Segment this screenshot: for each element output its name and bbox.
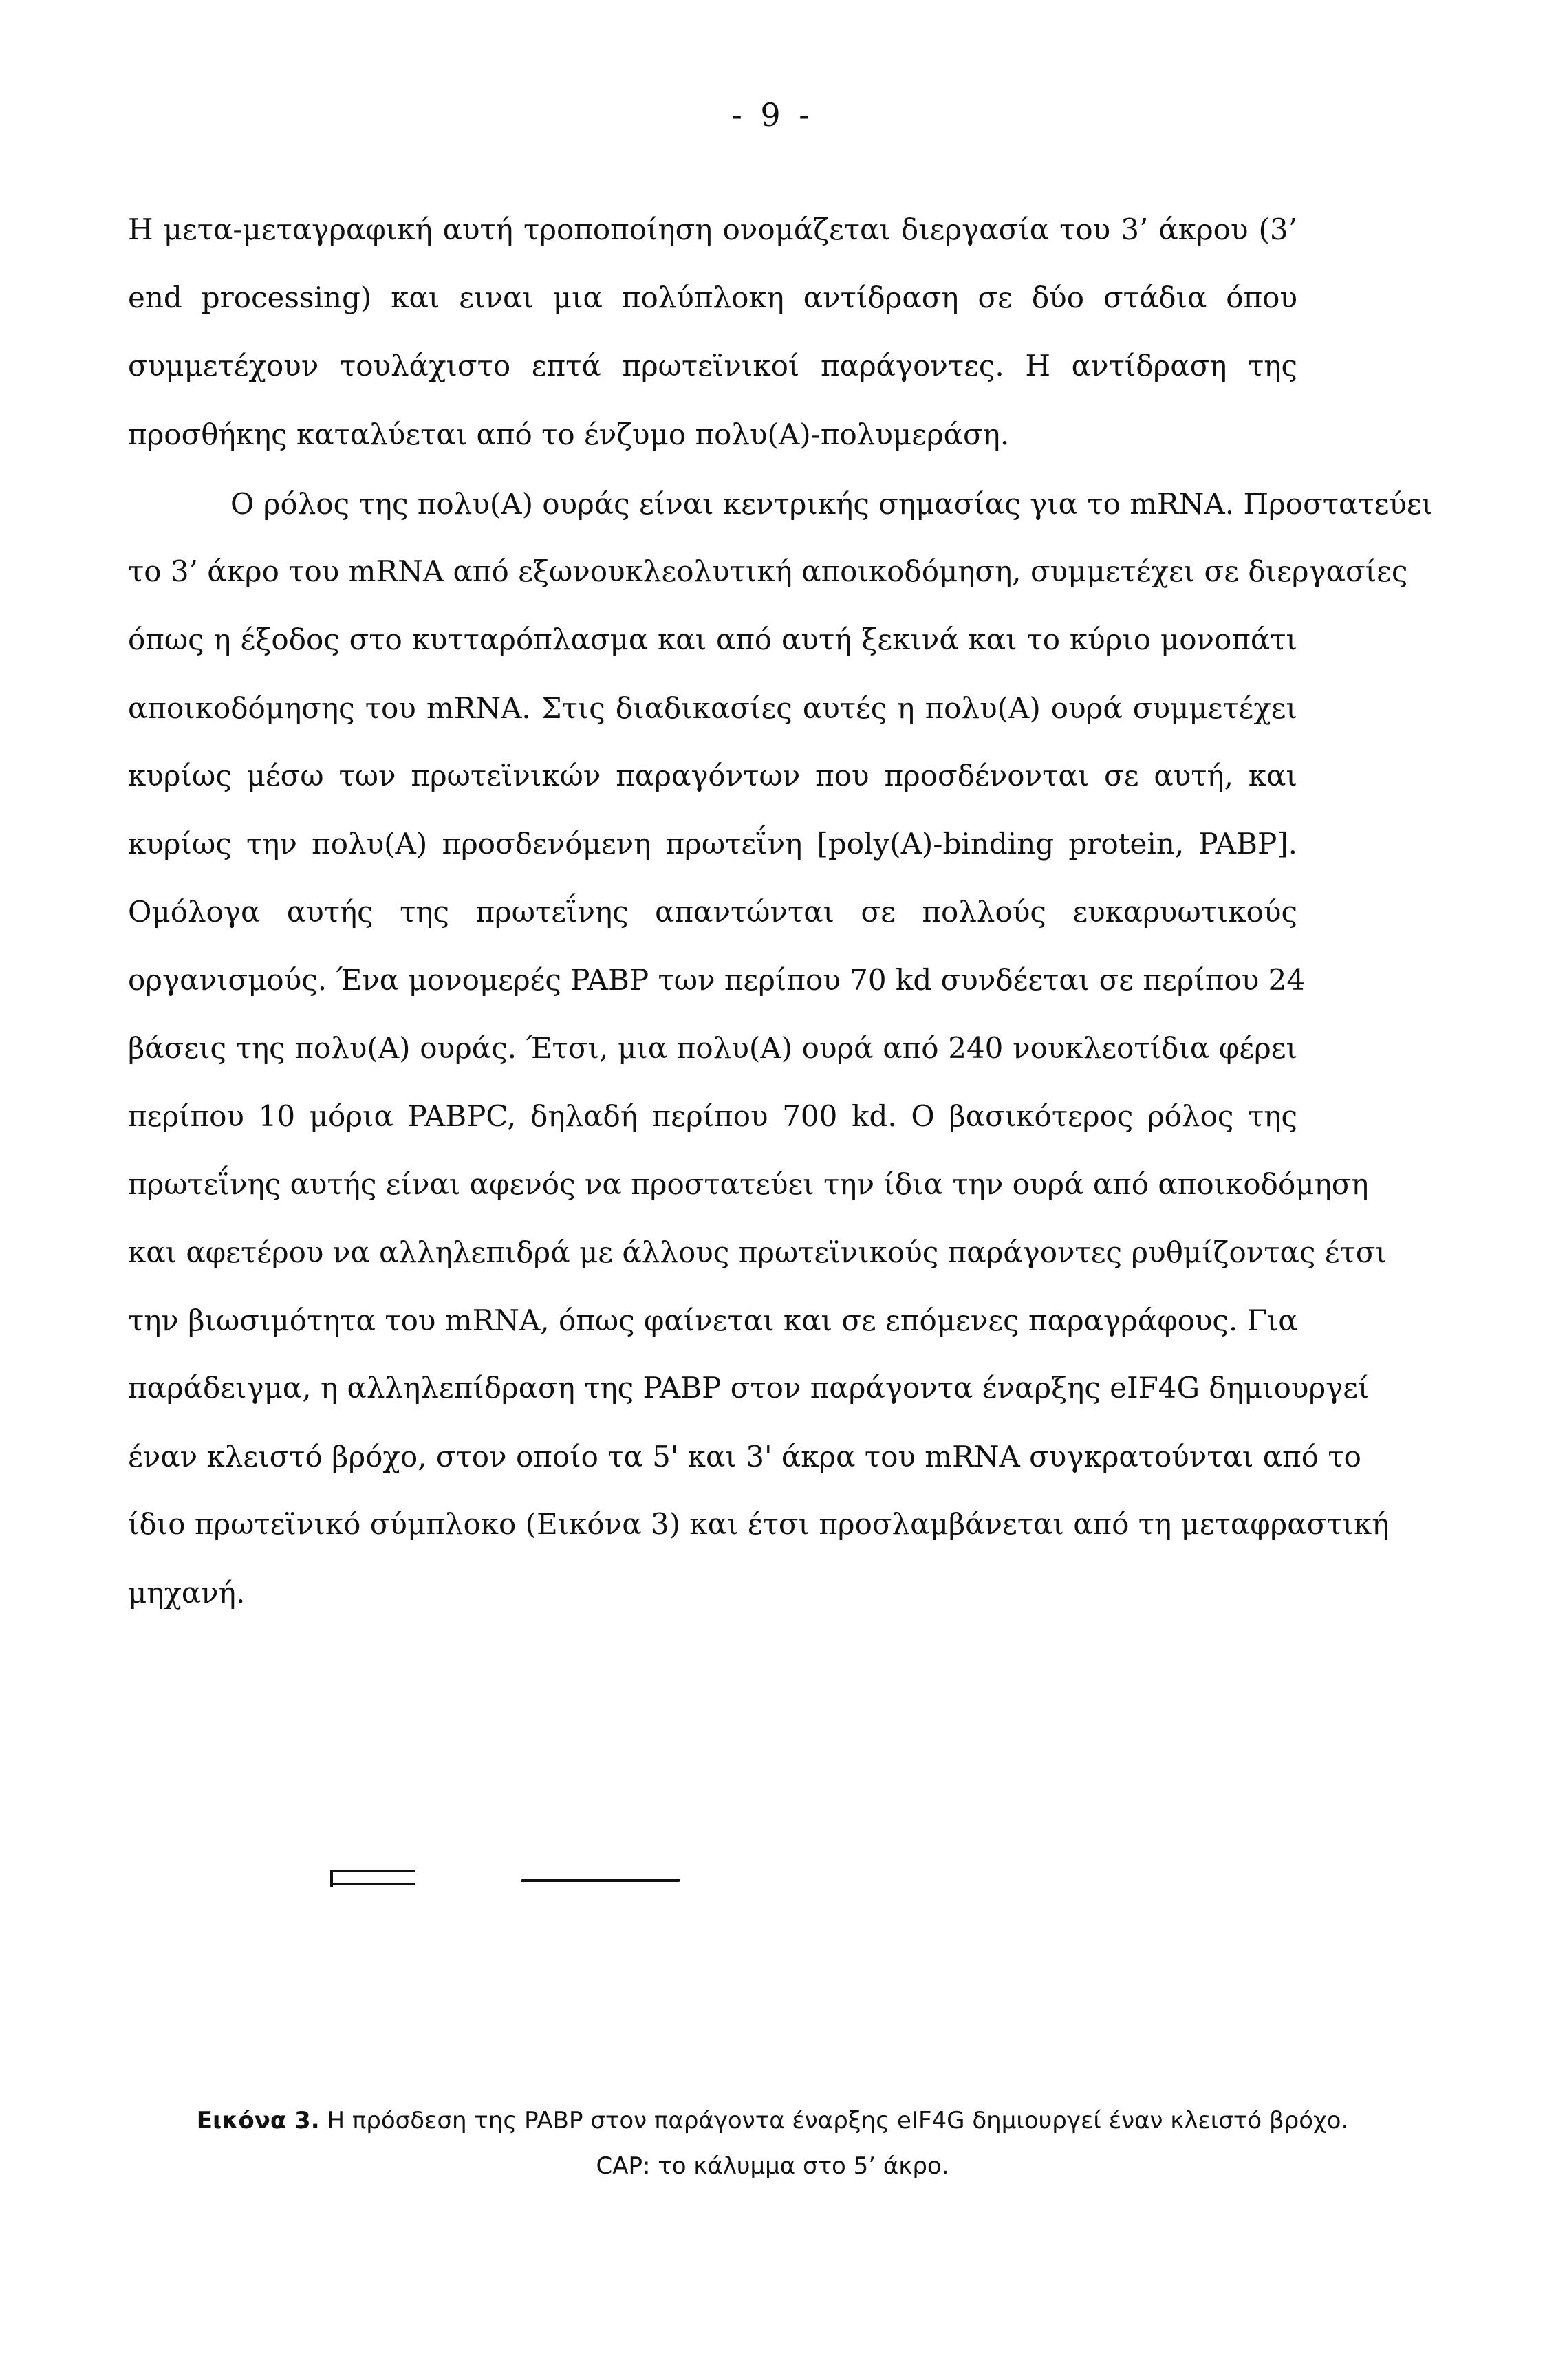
- figure-caption-line-2: CAP: το κάλυμμα στο 5’ άκρο.: [596, 2152, 949, 2180]
- paragraph-line: κυρίως μέσω των πρωτεϊνικών παραγόντων που προσδένονται σε αυτή, και: [128, 759, 1297, 792]
- paragraph-line: μηχανή.: [128, 1576, 246, 1610]
- figure-line: [330, 1870, 333, 1887]
- paragraph-line: Η μετα-μεταγραφική αυτή τροποποίηση ονομάζεται διεργασία του 3’ άκρου (3’: [128, 213, 1297, 246]
- paragraph-line: πρωτεΐνης αυτής είναι αφενός να προστατεύει την ίδια την ουρά από αποικοδόμηση: [128, 1167, 1369, 1201]
- figure-area: [128, 1637, 1297, 2077]
- paragraph-line: κυρίως την πολυ(Α) προσδενόμενη πρωτεΐνη [poly(A)-binding protein, PABP].: [128, 827, 1297, 861]
- figure-caption-label: Εικόνα 3.: [196, 2107, 320, 2134]
- paragraph-line: Ομόλογα αυτής της πρωτεΐνης απαντώνται σε πολλούς ευκαρυωτικούς: [128, 895, 1297, 929]
- paragraph-line: βάσεις της πολυ(Α) ουράς. Έτσι, μια πολυ(Α) ουρά από 240 νουκλεοτίδια φέρει: [128, 1031, 1297, 1065]
- paragraph-line: έναν κλειστό βρόχο, στον οποίο τα 5' και 3' άκρα του mRNA συγκρατούνται από το: [128, 1440, 1361, 1473]
- figure-caption-text: Η πρόσδεση της PABP στον παράγοντα έναρξης eIF4G δημιουργεί έναν κλειστό βρόχο.: [319, 2107, 1349, 2134]
- paragraph-line: συμμετέχουν τουλάχιστο επτά πρωτεϊνικοί παράγοντες. Η αντίδραση της: [128, 349, 1297, 382]
- paragraph-line: end processing) και ειναι μια πολύπλοκη αντίδραση σε δύο στάδια όπου: [128, 281, 1297, 314]
- paragraph-line: και αφετέρου να αλληλεπιδρά με άλλους πρωτεϊνικούς παράγοντες ρυθμίζοντας έτσι: [128, 1235, 1387, 1269]
- figure-line: [330, 1870, 415, 1872]
- figure-line: [330, 1883, 415, 1885]
- paragraph-line: περίπου 10 μόρια PABPC, δηλαδή περίπου 700 kd. Ο βασικότερος ρόλος της: [128, 1099, 1297, 1133]
- paragraph-line: ίδιο πρωτεϊνικό σύμπλοκο (Εικόνα 3) και έτσι προσλαμβάνεται από τη μεταφραστική: [128, 1507, 1390, 1541]
- paragraph-line: όπως η έξοδος στο κυτταρόπλασμα και από αυτή ξεκινά και το κύριο μονοπάτι: [128, 623, 1297, 656]
- paragraph-line: το 3’ άκρο του mRNA από εξωνουκλεολυτική αποικοδόμηση, συμμετέχει σε διεργασίες: [128, 554, 1408, 588]
- paragraph-line: οργανισμούς. Ένα μονομερές PABP των περίπου 70 kd συνδέεται σε περίπου 24: [128, 963, 1306, 997]
- paragraph-line: αποικοδόμησης του mRNA. Στις διαδικασίες αυτές η πολυ(Α) ουρά συμμετέχει: [128, 691, 1297, 725]
- paragraph-line: προσθήκης καταλύεται από το ένζυμο πολυ(Α)-πολυμεράση.: [128, 418, 1010, 451]
- figure-line: [521, 1879, 680, 1882]
- paragraph-line: την βιωσιμότητα του mRNA, όπως φαίνεται και σε επόμενες παραγράφους. Για: [128, 1303, 1298, 1337]
- page-number: - 9 -: [731, 96, 814, 133]
- paragraph-line: παράδειγμα, η αλληλεπίδραση της PABP στον παράγοντα έναρξης eIF4G δημιουργεί: [128, 1371, 1370, 1405]
- figure-caption-line-1: [0, 2105, 1545, 2136]
- paragraph-line: Ο ρόλος της πολυ(Α) ουράς είναι κεντρικής σημασίας για το mRNA. Προστατεύει: [230, 487, 1434, 521]
